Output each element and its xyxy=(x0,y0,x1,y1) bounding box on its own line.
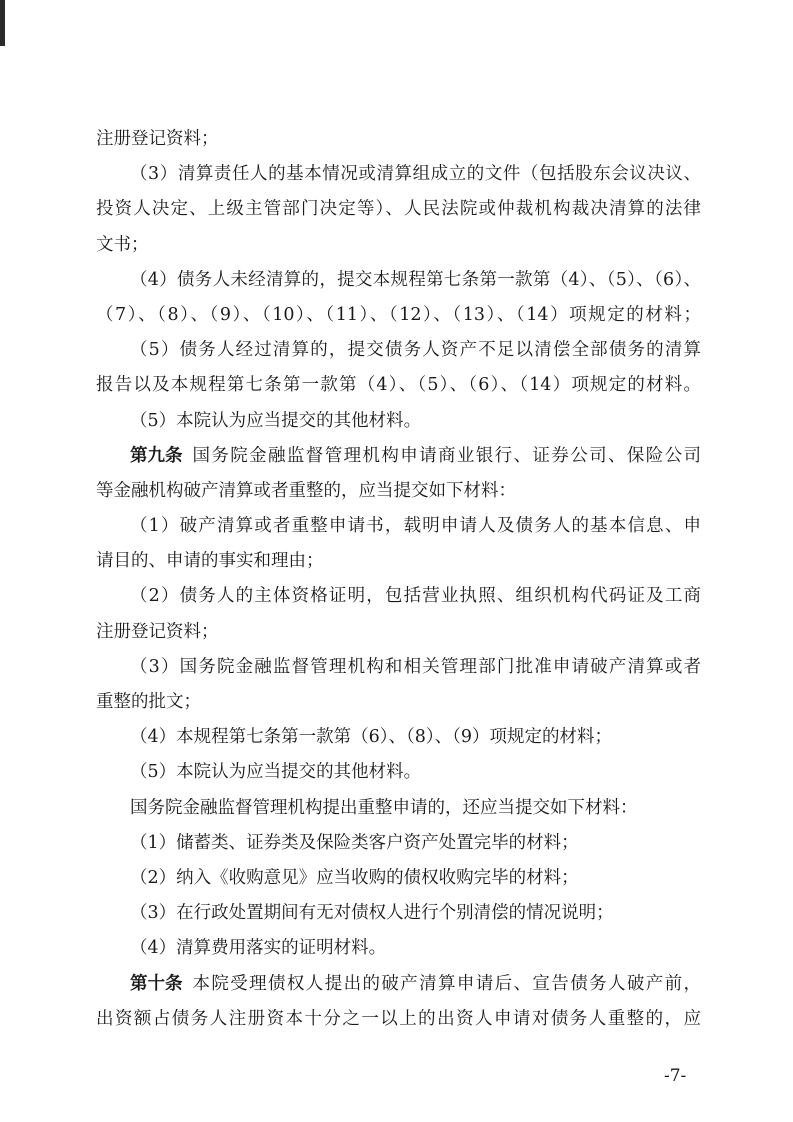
text-line xyxy=(96,896,701,931)
line-text: （4）债务人未经清算的，提交本规程第七条第一款第（4）、（5）、（6）、 xyxy=(130,269,701,290)
text-line xyxy=(96,931,701,966)
text-line xyxy=(96,615,701,650)
line-text: （4）清算费用落实的证明材料。 xyxy=(130,938,387,959)
line-text: 注册登记资料； xyxy=(96,129,219,149)
line-text: 文书； xyxy=(96,234,149,255)
scan-edge-mark xyxy=(0,0,5,46)
line-text: 重整的批文； xyxy=(96,692,201,712)
line-text: 出资额占债务人注册资本十分之一以上的出资人申请对债务人重整的，应 xyxy=(96,1008,701,1029)
page-number: -7- xyxy=(664,1066,687,1086)
article-heading: 第九条 xyxy=(130,445,183,466)
text-line xyxy=(96,1002,701,1037)
text-line xyxy=(96,650,701,685)
text-line xyxy=(96,685,701,720)
line-text: 报告以及本规程第七条第一款第（4）、（5）、（6）、（14）项规定的材料。 xyxy=(96,375,701,396)
line-text: （7）、（8）、（9）、（10）、（11）、（12）、（13）、（14）项规定的材料； xyxy=(96,304,701,325)
text-line xyxy=(96,298,701,333)
text-line xyxy=(96,755,701,790)
line-text: （5）债务人经过清算的，提交债务人资产不足以清偿全部债务的清算 xyxy=(130,340,701,361)
line-text: （2）债务人的主体资格证明，包括营业执照、组织机构代码证及工商 xyxy=(130,586,701,607)
line-text: （2）纳入《收购意见》应当收购的债权收购完毕的材料； xyxy=(130,867,579,888)
line-text: （3）国务院金融监督管理机构和相关管理部门批准申请破产清算或者 xyxy=(130,656,701,677)
article-heading: 第十条 xyxy=(130,973,183,994)
line-text: 请目的、申请的事实和理由； xyxy=(96,551,324,572)
line-text: （3）在行政处置期间有无对债权人进行个别清偿的情况说明； xyxy=(130,903,614,924)
line-text: （5）本院认为应当提交的其他材料。 xyxy=(130,762,422,783)
text-line xyxy=(96,826,701,861)
text-line xyxy=(96,720,701,755)
line-text: （1）破产清算或者重整申请书，载明申请人及债务人的基本信息、申 xyxy=(130,516,701,537)
line-text: （4）本规程第七条第一款第（6）、（8）、（9）项规定的材料； xyxy=(130,727,613,748)
line-text: 投资人决定、上级主管部门决定等）、人民法院或仲裁机构裁决清算的法律 xyxy=(96,199,701,220)
text-line xyxy=(96,544,701,579)
line-text: （3）清算责任人的基本情况或清算组成立的文件（包括股东会议决议、 xyxy=(130,164,701,185)
text-line xyxy=(96,967,701,1002)
text-line xyxy=(96,157,701,192)
text-line xyxy=(96,404,701,439)
text-line xyxy=(96,791,701,826)
line-text: （1）储蓄类、证券类及保险类客户资产处置完毕的材料； xyxy=(130,832,579,853)
text-line xyxy=(96,333,701,368)
text-line xyxy=(96,474,701,509)
line-text: （5）本院认为应当提交的其他材料。 xyxy=(130,410,422,431)
text-line xyxy=(96,439,701,474)
text-line xyxy=(96,228,701,263)
body-text xyxy=(96,122,701,1037)
line-text: 本院受理债权人提出的破产清算申请后、宣告债务人破产前， xyxy=(192,973,701,994)
text-line xyxy=(96,192,701,227)
text-line xyxy=(96,122,701,157)
text-line xyxy=(96,509,701,544)
text-line xyxy=(96,368,701,403)
text-line xyxy=(96,861,701,896)
text-line xyxy=(96,263,701,298)
text-line xyxy=(96,579,701,614)
line-text: 注册登记资料； xyxy=(96,621,219,642)
line-text: 国务院金融监督管理机构提出重整申请的，还应当提交如下材料： xyxy=(130,797,638,818)
line-text: 国务院金融监督管理机构申请商业银行、证券公司、保险公司 xyxy=(192,445,701,466)
line-text: 等金融机构破产清算或者重整的，应当提交如下材料： xyxy=(96,480,516,501)
